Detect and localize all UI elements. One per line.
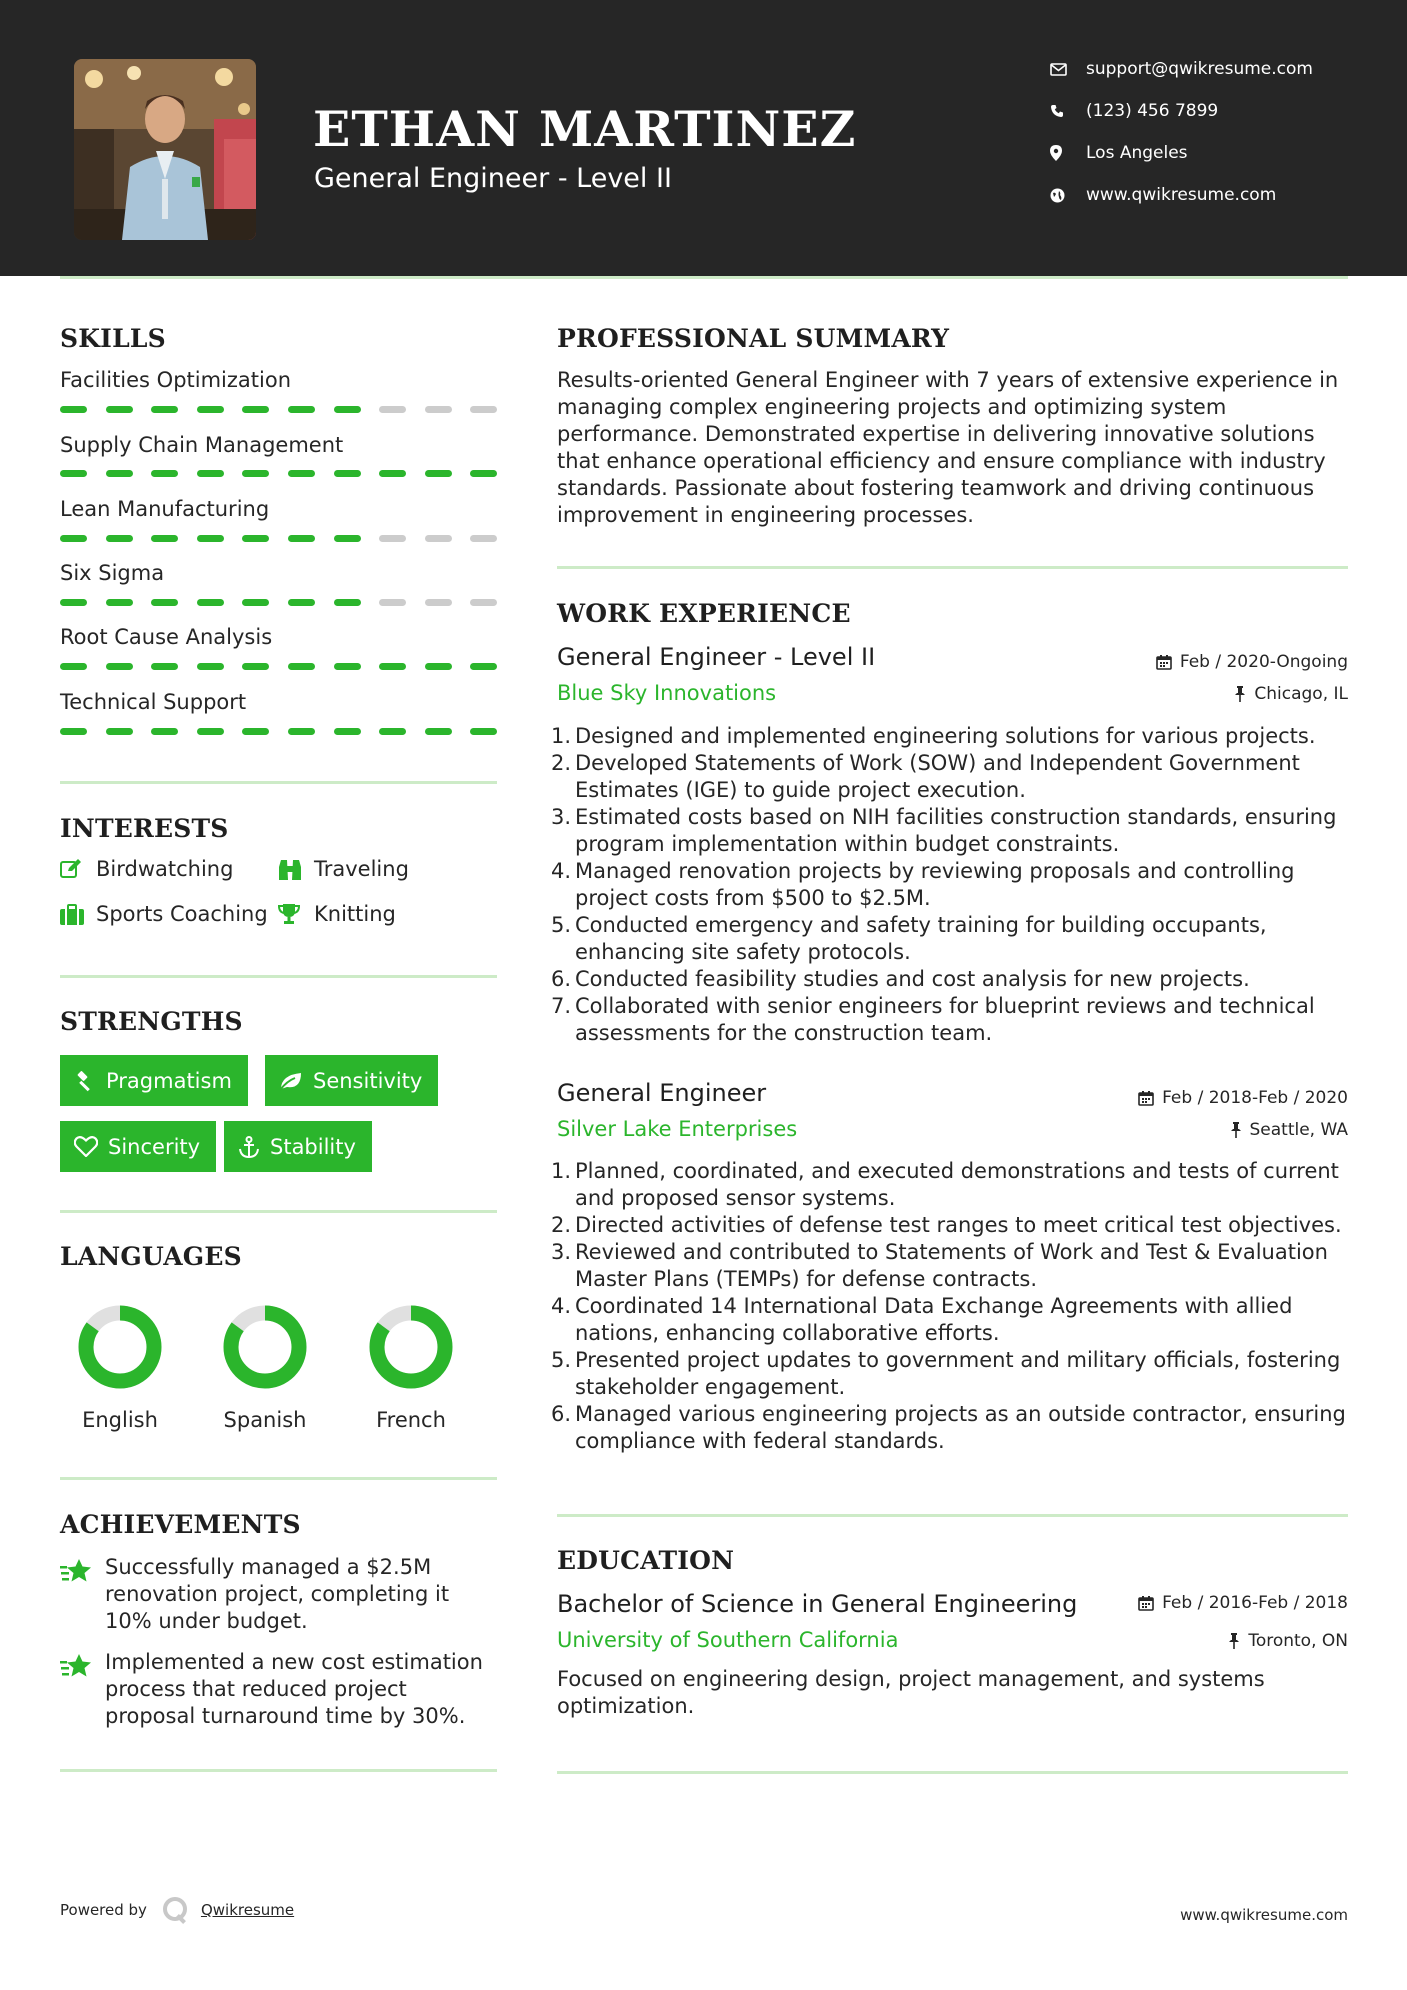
- achievement-text: Implemented a new cost estimation process that reduced project proposal turnaround time by 30%.: [105, 1650, 483, 1728]
- job-bullet: 6. Managed various engineering projects as an outside contractor, ensuring compliance with federal standards.: [551, 1402, 1346, 1453]
- qwikresume-link[interactable]: Qwikresume: [200, 1901, 295, 1919]
- skill-level-dash: [425, 470, 452, 477]
- job-bullets: [551, 723, 1351, 1047]
- contact-phone[interactable]: [1050, 96, 1370, 126]
- briefcase-icon: [60, 904, 96, 925]
- skill-level-dash: [379, 728, 406, 735]
- achievement-text: Successfully managed a $2.5M renovation project, completing it 10% under budget.: [105, 1555, 450, 1633]
- strength-chip: [60, 1121, 216, 1172]
- skill-level-dash: [288, 663, 315, 670]
- skill-level-dash: [334, 599, 361, 606]
- skill-bar: [60, 406, 497, 413]
- skill-level-dash: [242, 470, 269, 477]
- section-divider: [557, 1514, 1348, 1517]
- contact-website[interactable]: [1050, 180, 1370, 210]
- envelope-icon: [1050, 63, 1086, 76]
- skill-level-dash: [60, 728, 87, 735]
- job-bullet: 1. Designed and implemented engineering solutions for various projects.: [551, 724, 1316, 748]
- strengths-title: STRENGTHS: [60, 1007, 243, 1036]
- interest-label: Knitting: [314, 902, 396, 926]
- job-bullet: 2. Developed Statements of Work (SOW) and Independent Government Estimates (IGE) to guide project execution.: [551, 751, 1300, 802]
- skill-bar: [60, 599, 497, 606]
- language-item: [356, 1302, 466, 1432]
- skill-level-dash: [197, 470, 224, 477]
- candidate-name: ETHAN MARTINEZ: [313, 100, 857, 158]
- section-divider: [60, 1477, 497, 1480]
- job-bullets: [551, 1158, 1351, 1455]
- skill-level-dash: [106, 406, 133, 413]
- section-divider: [60, 781, 497, 784]
- skill-level-dash: [242, 406, 269, 413]
- calendar-icon: [1138, 1090, 1154, 1106]
- skill-level-dash: [288, 728, 315, 735]
- skill-level-dash: [425, 599, 452, 606]
- skill-level-dash: [470, 663, 497, 670]
- skill-level-dash: [151, 535, 178, 542]
- skill-level-dash: [470, 599, 497, 606]
- skill-level-dash: [379, 535, 406, 542]
- heart-icon: [74, 1136, 98, 1157]
- job-dates: [1156, 652, 1348, 672]
- candidate-role: General Engineer - Level II: [314, 163, 672, 194]
- skill-level-dash: [197, 599, 224, 606]
- strength-chip: [265, 1055, 438, 1106]
- skill-name: Root Cause Analysis: [60, 625, 273, 649]
- strength-label: Sincerity: [108, 1134, 201, 1159]
- company-name: Blue Sky Innovations: [557, 681, 777, 705]
- skill-level-dash: [379, 406, 406, 413]
- interest-label: Traveling: [314, 857, 409, 881]
- skill-level-dash: [106, 470, 133, 477]
- footer-website[interactable]: www.qwikresume.com: [1180, 1906, 1348, 1924]
- job-bullet: 7. Collaborated with senior engineers for blueprint reviews and technical assessments for the construction team.: [551, 994, 1315, 1045]
- job-dates-text: Feb / 2020-Ongoing: [1179, 652, 1348, 672]
- job-bullet: 5. Conducted emergency and safety training for building occupants, enhancing site safety protocols.: [551, 913, 1267, 964]
- achievement-item: [60, 1649, 500, 1730]
- section-divider: [60, 1210, 497, 1213]
- profile-photo: [74, 59, 256, 240]
- skill-level-dash: [379, 599, 406, 606]
- skill-level-dash: [470, 406, 497, 413]
- summary-title: PROFESSIONAL SUMMARY: [557, 324, 950, 353]
- skill-level-dash: [288, 535, 315, 542]
- language-item: [210, 1302, 320, 1432]
- section-divider: [60, 1769, 497, 1772]
- qwikresume-logo-icon: [161, 1895, 191, 1925]
- skill-level-dash: [288, 406, 315, 413]
- skill-bar: [60, 470, 497, 477]
- language-label: French: [376, 1408, 446, 1432]
- edit-icon: [60, 859, 96, 879]
- job-bullet: 6. Conducted feasibility studies and cost analysis for new projects.: [551, 967, 1250, 991]
- skill-level-dash: [60, 663, 87, 670]
- resume-header: [0, 0, 1407, 276]
- interest-label: Birdwatching: [96, 857, 234, 881]
- skill-level-dash: [106, 599, 133, 606]
- skill-level-dash: [242, 663, 269, 670]
- degree-title: Bachelor of Science in General Engineering: [557, 1590, 1078, 1618]
- skill-level-dash: [334, 470, 361, 477]
- skill-level-dash: [470, 728, 497, 735]
- language-ring: [366, 1302, 456, 1392]
- experience-title: WORK EXPERIENCE: [557, 599, 851, 628]
- summary-text: Results-oriented General Engineer with 7 years of extensive experience in managing complex engineering projects and optimizing system performance. Demonstrated expertise in delivering innovative solutions that enhance operational efficiency and ensure compliance with industry standards. Passionate about fostering teamwork and driving continuous improvement in engineering processes.: [557, 368, 1339, 527]
- interest-label: Sports Coaching: [96, 902, 268, 926]
- language-ring: [75, 1302, 165, 1392]
- skill-level-dash: [106, 535, 133, 542]
- contact-email[interactable]: [1050, 54, 1370, 84]
- skill-level-dash: [379, 663, 406, 670]
- achievement-item: [60, 1554, 500, 1635]
- section-divider: [557, 1771, 1348, 1774]
- skill-name: Facilities Optimization: [60, 368, 292, 392]
- job-location-text: Chicago, IL: [1254, 684, 1348, 704]
- school-name: University of Southern California: [557, 1628, 899, 1652]
- skill-level-dash: [197, 535, 224, 542]
- job-location: [1230, 1120, 1349, 1140]
- job-bullet: 5. Presented project updates to government and military officials, fostering stakeholder engagement.: [551, 1348, 1341, 1399]
- globe-icon: [1050, 188, 1086, 203]
- skill-level-dash: [334, 535, 361, 542]
- leaf-icon: [279, 1071, 303, 1091]
- skill-level-dash: [470, 470, 497, 477]
- pushpin-icon: [1234, 686, 1246, 702]
- interest-item: [278, 902, 396, 926]
- skills-title: SKILLS: [60, 324, 166, 353]
- skill-level-dash: [379, 470, 406, 477]
- education-location-text: Toronto, ON: [1248, 1631, 1348, 1651]
- trophy-icon: [278, 903, 314, 925]
- skill-level-dash: [60, 535, 87, 542]
- job-location: [1234, 684, 1348, 704]
- job-location-text: Seattle, WA: [1249, 1120, 1348, 1140]
- skill-level-dash: [151, 470, 178, 477]
- contact-website-text: www.qwikresume.com: [1086, 185, 1277, 205]
- achievements-title: ACHIEVEMENTS: [60, 1510, 301, 1539]
- skill-level-dash: [151, 728, 178, 735]
- contact-location: [1050, 138, 1370, 168]
- contact-phone-text: (123) 456 7899: [1086, 101, 1219, 121]
- skill-level-dash: [242, 599, 269, 606]
- skill-level-dash: [151, 663, 178, 670]
- section-divider: [557, 566, 1348, 569]
- skill-level-dash: [197, 728, 224, 735]
- skill-level-dash: [288, 470, 315, 477]
- language-ring: [220, 1302, 310, 1392]
- job-dates-text: Feb / 2018-Feb / 2020: [1162, 1088, 1348, 1108]
- map-pin-icon: [1050, 145, 1086, 161]
- language-label: Spanish: [223, 1408, 307, 1432]
- skill-level-dash: [197, 663, 224, 670]
- star-icon: [60, 1554, 105, 1635]
- interest-item: [60, 857, 233, 881]
- job-bullet: 2. Directed activities of defense test ranges to meet critical test objectives.: [551, 1213, 1342, 1237]
- strength-chip: [224, 1121, 372, 1172]
- skill-level-dash: [425, 406, 452, 413]
- skill-level-dash: [425, 663, 452, 670]
- skill-level-dash: [60, 406, 87, 413]
- pushpin-icon: [1228, 1633, 1240, 1649]
- contact-location-text: Los Angeles: [1086, 143, 1188, 163]
- job-bullet: 3. Estimated costs based on NIH facilities construction standards, ensuring program implementation within budget constraints.: [551, 805, 1337, 856]
- star-icon: [60, 1649, 105, 1730]
- education-dates-text: Feb / 2016-Feb / 2018: [1162, 1593, 1348, 1613]
- job-bullet: 1. Planned, coordinated, and executed demonstrations and tests of current and proposed sensor systems.: [551, 1159, 1339, 1210]
- anchor-icon: [238, 1136, 260, 1158]
- skill-level-dash: [151, 599, 178, 606]
- calendar-icon: [1156, 654, 1172, 670]
- skill-level-dash: [425, 728, 452, 735]
- skill-level-dash: [60, 470, 87, 477]
- interest-item: [60, 902, 268, 926]
- job-title: General Engineer: [557, 1079, 767, 1107]
- skill-level-dash: [242, 728, 269, 735]
- education-title: EDUCATION: [557, 1546, 735, 1575]
- section-divider: [60, 975, 497, 978]
- skill-bar: [60, 535, 497, 542]
- job-bullet: 4. Managed renovation projects by reviewing proposals and controlling project costs from $500 to $2.5M.: [551, 859, 1295, 910]
- strength-label: Pragmatism: [106, 1068, 232, 1093]
- footer-branding: [60, 1895, 294, 1925]
- skill-bar: [60, 663, 497, 670]
- job-bullet: 4. Coordinated 14 International Data Exchange Agreements with allied nations, enhancing collaborative efforts.: [551, 1294, 1293, 1345]
- skill-level-dash: [60, 599, 87, 606]
- skill-level-dash: [334, 406, 361, 413]
- education-dates: [1138, 1593, 1348, 1613]
- job-dates: [1138, 1088, 1348, 1108]
- skill-level-dash: [470, 535, 497, 542]
- company-name: Silver Lake Enterprises: [557, 1117, 798, 1141]
- skill-name: Supply Chain Management: [60, 433, 344, 457]
- skill-name: Lean Manufacturing: [60, 497, 270, 521]
- strength-chip: [60, 1055, 248, 1106]
- skill-level-dash: [425, 535, 452, 542]
- interests-title: INTERESTS: [60, 814, 229, 843]
- strength-label: Sensitivity: [313, 1068, 423, 1093]
- skill-name: Technical Support: [60, 690, 247, 714]
- skill-level-dash: [106, 663, 133, 670]
- header-divider: [60, 276, 1348, 279]
- job-title: General Engineer - Level II: [557, 643, 876, 671]
- job-bullet: 3. Reviewed and contributed to Statements of Work and Test & Evaluation Master Plans (TEMPs) for defense contracts.: [551, 1240, 1328, 1291]
- strength-label: Stability: [270, 1134, 356, 1159]
- language-label: English: [82, 1408, 158, 1432]
- education-description: Focused on engineering design, project management, and systems optimization.: [557, 1667, 1265, 1718]
- powered-by-text: Powered by: [60, 1901, 147, 1919]
- binoculars-icon: [278, 858, 314, 880]
- contact-email-text: support@qwikresume.com: [1086, 59, 1313, 79]
- skill-level-dash: [334, 663, 361, 670]
- language-item: [65, 1302, 175, 1432]
- skill-bar: [60, 728, 497, 735]
- skill-level-dash: [106, 728, 133, 735]
- skill-level-dash: [334, 728, 361, 735]
- skill-level-dash: [151, 406, 178, 413]
- pushpin-icon: [1230, 1122, 1242, 1138]
- interest-item: [278, 857, 409, 881]
- gavel-icon: [74, 1070, 96, 1092]
- calendar-icon: [1138, 1595, 1154, 1611]
- skill-level-dash: [242, 535, 269, 542]
- skill-name: Six Sigma: [60, 561, 165, 585]
- phone-icon: [1050, 104, 1086, 118]
- skill-level-dash: [288, 599, 315, 606]
- languages-title: LANGUAGES: [60, 1242, 242, 1271]
- education-location: [1228, 1631, 1348, 1651]
- skill-level-dash: [197, 406, 224, 413]
